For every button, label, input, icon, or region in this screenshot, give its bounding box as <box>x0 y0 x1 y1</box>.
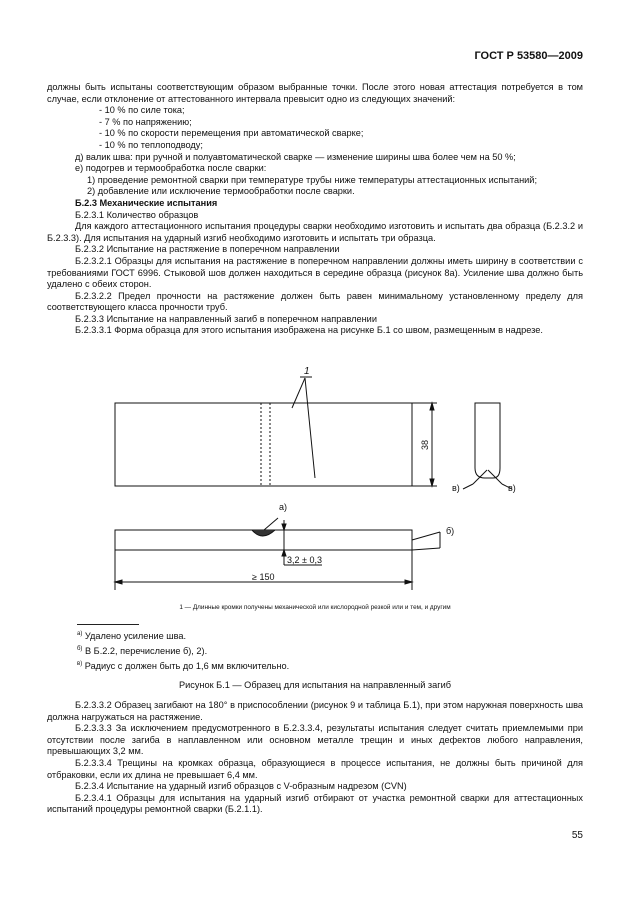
list-item: - 10 % по силе тока; <box>99 105 185 116</box>
paragraph: Б.2.3.3.3 За исключением предусмотренного в Б.2.3.3.4, результаты испытания следует считать приемлемыми при отсутствии после загиба в наплавленном или основном металле трещин и иных дефектов любого направления, превышающих 3,2 мм. <box>47 723 583 757</box>
dimension-label-150: ≥ 150 <box>252 572 275 582</box>
list-item-e: е) подогрев и термообработка после сварки: <box>75 163 267 174</box>
list-item: - 10 % по скорости перемещения при автоматической сварке; <box>99 128 364 139</box>
paragraph: Б.2.3.3.2 Образец загибают на 180° в приспособлении (рисунок 9 и таблица Б.1), при этом наружная поверхность шва должна нагружаться на растяжение. <box>47 700 583 722</box>
paragraph-attestation: должны быть испытаны соответствующим образом выбранные точки. После этого новая аттестация потребуется в том случае, если отклонение от аттестованного интервала превысит одно из следующих значений: <box>47 82 583 104</box>
subsection-heading: Б.2.3.3 Испытание на направленный загиб в поперечном направлении <box>75 313 377 324</box>
body-text-bottom <box>47 700 583 816</box>
label-v-left: в) <box>452 483 460 493</box>
list-item: 1) проведение ремонтной сварки при температуре трубы ниже температуры аттестационных испытаний; <box>87 174 537 185</box>
subsection-heading: Б.2.3.2 Испытание на растяжение в поперечном направлении <box>75 244 340 255</box>
paragraph: Б.2.3.2.1 Образцы для испытания на растяжение в поперечном направлении должны иметь ширину в соответствии с требованиями ГОСТ 6996. Стыковой шов должен находиться в середине образца (рисунок 8а). Усиление шва должно быть удалено с обеих сторон. <box>47 255 583 290</box>
list-item-d: д) валик шва: при ручной и полуавтоматической сварке — изменение ширины шва более чем на 50 %; <box>75 151 516 162</box>
dimension-label-38: 38 <box>420 439 430 450</box>
weld-notch <box>252 530 275 536</box>
paragraph: Б.2.3.3.1 Форма образца для этого испытания изображена на рисунке Б.1 со швом, размещенным в надрезе. <box>75 325 543 336</box>
specimen-end-view <box>475 403 500 478</box>
footnote-text: В Б.2.2, перечисление б), 2). <box>85 646 208 657</box>
figure-note: 1 — Длинные кромки получены механической или кислородной резкой или и тем, и другим <box>179 604 451 611</box>
paragraph: Б.2.3.2.2 Предел прочности на растяжение должен быть равен минимальному установленному пределу для соответствующего класса прочности труб. <box>47 290 583 313</box>
footnotes <box>77 628 289 673</box>
figure-title: Рисунок Б.1 — Образец для испытания на направленный загиб <box>178 680 451 690</box>
paragraph: Б.2.3.3.4 Трещины на кромках образца, образующиеся в процессе испытания, не должны быть причиной для отбраковки, если их длина не превышает 6,4 мм. <box>47 757 583 780</box>
label-a: а) <box>279 502 288 512</box>
section-heading-mechanical-tests: Б.2.3 Механические испытания <box>75 197 218 208</box>
list-item: - 10 % по теплоподводу; <box>99 139 203 150</box>
footnote <box>77 628 289 643</box>
specimen-top-view <box>115 403 412 486</box>
footnote-text: Удалено усиление шва. <box>84 631 187 642</box>
subsection-heading: Б.2.3.4 Испытание на ударный изгиб образцов с V-образным надрезом (CVN) <box>75 781 407 792</box>
footnote-mark: а) <box>77 631 83 637</box>
list-item: 2) добавление или исключение термообработки после сварки. <box>87 186 355 197</box>
footnote <box>77 643 289 658</box>
footnote <box>77 658 289 673</box>
dimension-label-3-2: 3,2 ± 0,3 <box>287 555 322 565</box>
label-v-right: в) <box>508 483 516 493</box>
footnote-mark: в) <box>77 661 83 668</box>
paragraph: Б.2.3.4.1 Образцы для испытания на ударный изгиб отбирают от участка ремонтной сварки для аттестационных испытаний процедуры ремонтной сварки (Б.2.1.1). <box>47 792 583 815</box>
paragraph: Для каждого аттестационного испытания процедуры сварки необходимо изготовить и испытать два образца (Б.2.3.2 и Б.2.3.3). Для испытания на ударный изгиб необходимо изготовить и испытать три образца. <box>47 221 583 243</box>
subsection-heading: Б.2.3.1 Количество образцов <box>75 209 199 220</box>
figure-label-1: 1 <box>304 366 310 377</box>
list-item: - 7 % по напряжению; <box>99 116 192 127</box>
leader-line <box>305 378 315 478</box>
document-id-header: ГОСТ Р 53580—2009 <box>474 50 583 62</box>
label-b: б) <box>446 526 455 536</box>
footnote-divider <box>77 624 139 625</box>
footnote-text: Радиус с должен быть до 1,6 мм включительно. <box>84 661 290 672</box>
footnote-mark: б) <box>77 646 83 653</box>
page-number: 55 <box>571 830 583 841</box>
